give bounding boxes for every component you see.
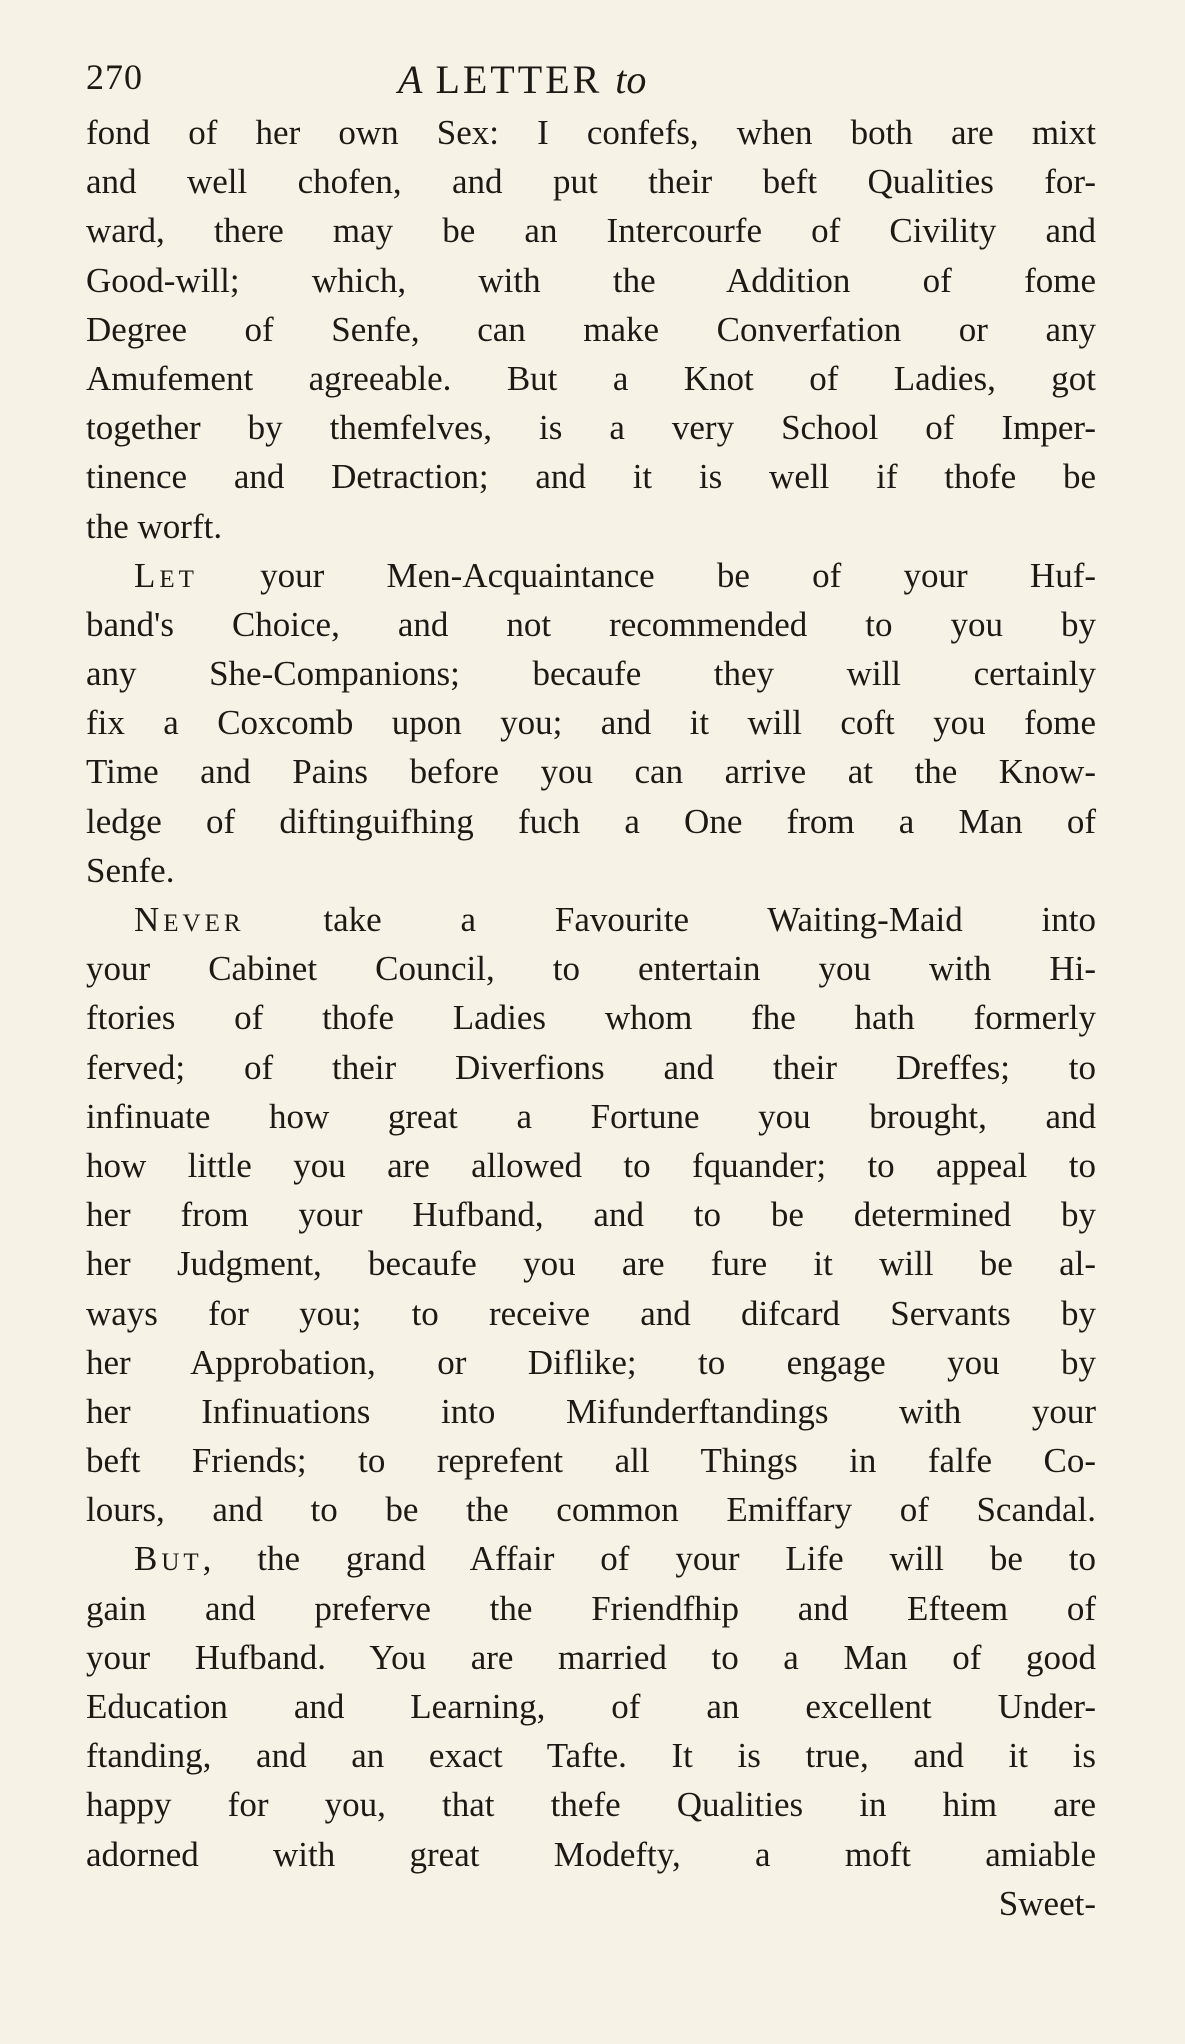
text-line-rest: take a Favourite Waiting-Maid into — [244, 900, 1096, 939]
text-line: fond of her own Sex: I confefs, when both are mixt — [86, 113, 1096, 152]
paragraph-lead-word: Let — [134, 555, 198, 595]
paragraph-lead-word: But — [134, 1539, 203, 1579]
text-line: adorned with great Modefty, a moft amiable — [86, 1834, 1096, 1874]
text-line: your Cabinet Council, to entertain you with Hi- — [86, 949, 1096, 989]
catchword: Sweet- — [998, 1883, 1096, 1923]
text-line: tinence and Detraction; and it is well if thofe be — [86, 457, 1096, 497]
text-line: ftories of thofe Ladies whom fhe hath formerly — [86, 998, 1096, 1038]
text-line: Education and Learning, of an excellent Under- — [86, 1687, 1096, 1726]
text-line: Degree of Senfe, can make Converfation or any — [86, 309, 1096, 349]
running-head-preposition: to — [615, 57, 647, 102]
page-header — [86, 56, 1096, 116]
text-line: gain and preferve the Friendfhip and Efteem of — [86, 1588, 1096, 1628]
text-line: Good-will; which, with the Addition of fome — [86, 260, 1096, 300]
paragraph — [86, 108, 1096, 551]
text-line-rest: , the grand Affair of your Life will be to — [202, 1539, 1096, 1579]
running-head-article: A — [398, 57, 423, 102]
paragraph — [86, 551, 1096, 895]
text-line: and well chofen, and put their beft Qualities for- — [86, 162, 1096, 202]
text-line — [86, 551, 1096, 600]
text-line: Time and Pains before you can arrive at the Know- — [86, 752, 1096, 792]
text-line: band's Choice, and not recommended to you by — [86, 604, 1096, 644]
text-line: her Infinuations into Mifunderftandings with your — [86, 1391, 1096, 1431]
text-line: the worft. — [86, 506, 223, 546]
text-line — [86, 1534, 1096, 1583]
text-line: her from your Hufband, and to be determined by — [86, 1195, 1096, 1235]
text-line: her Judgment, becaufe you are fure it will be al- — [86, 1244, 1096, 1284]
text-line: lours, and to be the common Emiffary of Scandal. — [86, 1490, 1096, 1530]
text-line: fix a Coxcomb upon you; and it will coft you fome — [86, 703, 1096, 743]
page-number: 270 — [86, 57, 143, 97]
text-line: ledge of diftinguifhing fuch a One from a Man of — [86, 801, 1096, 841]
text-line: together by themfelves, is a very School of Imper- — [86, 408, 1096, 448]
running-head — [398, 56, 646, 103]
body-text — [86, 108, 1096, 1928]
text-line: infinuate how great a Fortune you brought, and — [86, 1096, 1096, 1136]
text-line-rest: your Men-Acquaintance be of your Huf- — [197, 555, 1096, 595]
text-line: Amufement agreeable. But a Knot of Ladies, got — [86, 358, 1096, 398]
text-line: ferved; of their Diverfions and their Dreffes; to — [86, 1047, 1096, 1087]
text-line: happy for you, that thefe Qualities in him are — [86, 1785, 1096, 1825]
text-line: ward, there may be an Intercourfe of Civility and — [86, 211, 1096, 251]
text-line: her Approbation, or Diflike; to engage you by — [86, 1342, 1096, 1382]
text-line — [86, 895, 1096, 944]
running-head-title: LETTER — [435, 57, 603, 102]
paragraph — [86, 1534, 1096, 1878]
paragraph — [86, 895, 1096, 1534]
text-line: ftanding, and an exact Tafte. It is true, and it is — [86, 1736, 1096, 1776]
text-line: beft Friends; to reprefent all Things in falfe Co- — [86, 1441, 1096, 1481]
text-line: any She-Companions; becaufe they will certainly — [86, 654, 1096, 694]
text-line: ways for you; to receive and difcard Servants by — [86, 1293, 1096, 1333]
text-line: Senfe. — [86, 850, 175, 890]
text-line: your Hufband. You are married to a Man of good — [86, 1637, 1096, 1677]
text-line: how little you are allowed to fquander; to appeal to — [86, 1145, 1096, 1185]
paragraph-lead-word: Never — [134, 900, 245, 939]
